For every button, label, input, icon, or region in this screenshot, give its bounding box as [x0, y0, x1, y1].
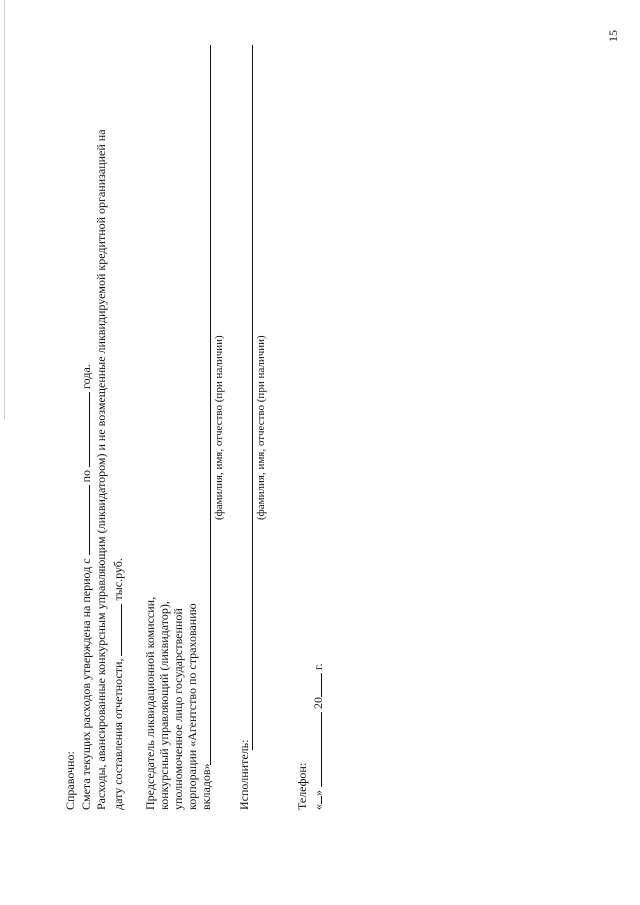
chairman-line: вкладов» — [199, 763, 213, 810]
executor-name-caption: (фамилия, имя, отчество (при наличии) — [255, 335, 267, 520]
page-number: 15 — [606, 30, 620, 42]
chairman-signature-line — [210, 45, 211, 765]
chairman-line: Председатель ликвидационной комиссии, — [143, 596, 157, 810]
period-suffix: года. — [79, 364, 93, 389]
reference-heading: Справочно: — [63, 751, 77, 810]
period-prefix: Смета текущих расходов утверждена на период с — [79, 558, 93, 810]
date-suffix: тыс.руб. — [111, 558, 125, 601]
year-blank — [310, 673, 322, 697]
executor-signature-line — [252, 45, 253, 750]
amount-blank — [110, 604, 122, 656]
executor-label: Исполнитель: — [237, 739, 251, 810]
period-end-blank — [78, 392, 90, 467]
chairman-line: конкурсный управляющий (ликвидатор), — [157, 601, 171, 810]
chairman-line: корпорации «Агентство по страхованию — [185, 603, 199, 810]
date-prefix: дату составления отчетности, — [111, 658, 125, 810]
date-quote-close: » — [311, 790, 325, 796]
month-blank — [310, 712, 322, 787]
period-start-blank — [78, 485, 90, 555]
date-line — [310, 663, 325, 810]
reference-period-line — [78, 364, 93, 810]
date-quote-open: « — [311, 804, 325, 810]
chairman-line: уполномоченное лицо государственной — [171, 608, 185, 810]
chairman-name-caption: (фамилия, имя, отчество (при наличии) — [213, 335, 225, 520]
chairman-title — [143, 597, 213, 810]
reference-expenses-line: Расходы, авансированные конкурсным управляющим (ликвидатором) и не возмещенные ликвидируемой кредитной организацией на — [94, 129, 108, 810]
period-mid: по — [79, 469, 93, 483]
phone-label: Телефон: — [295, 762, 309, 810]
day-blank — [310, 796, 322, 804]
reference-date-line — [110, 558, 125, 810]
year-suffix: г. — [311, 663, 325, 670]
year-prefix: 20 — [311, 697, 325, 709]
